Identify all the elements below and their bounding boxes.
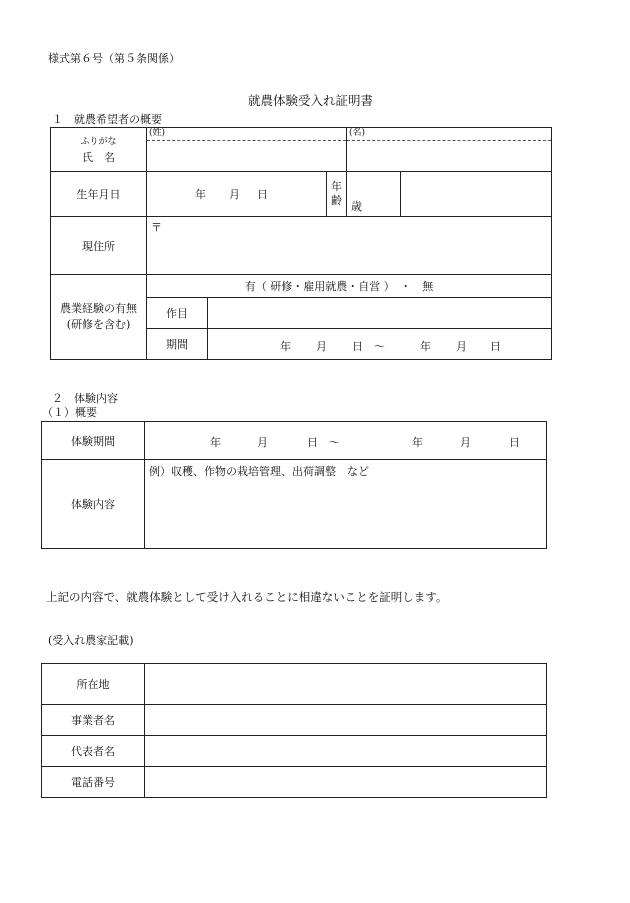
birth-label: 生年月日 [51, 172, 147, 217]
section2-sub-heading: （１）概要 [42, 406, 97, 419]
host-representative-label: 代表者名 [42, 736, 145, 767]
period-label: 期間 [147, 329, 208, 360]
period-tilde: 〜 [374, 340, 385, 353]
exp-start-month: 月 [257, 436, 268, 449]
age-field[interactable] [347, 172, 401, 217]
address-label: 現住所 [51, 217, 147, 275]
sei-furigana-line [147, 128, 346, 141]
period-end-year: 年 [420, 340, 431, 353]
exp-period-field[interactable] [145, 422, 547, 460]
exp-content-example: 例）収穫、作物の栽培管理、出荷調整 など [149, 465, 369, 478]
period-start-day: 日 [352, 340, 363, 353]
experience-sub-label: (研修を含む) [66, 318, 131, 331]
exp-start-day: 日 [307, 436, 318, 449]
crop-field[interactable] [208, 298, 552, 329]
experience-table [41, 421, 547, 549]
period-field[interactable] [208, 329, 552, 360]
mei-furigana-line [347, 128, 551, 141]
period-end-day: 日 [490, 340, 501, 353]
host-location-label: 所在地 [42, 664, 145, 705]
birth-row-blank [401, 172, 552, 217]
mei-field[interactable] [347, 128, 552, 172]
section1-heading: １ 就農希望者の概要 [52, 113, 162, 126]
host-business-label: 事業者名 [42, 705, 145, 736]
furigana-label: ふりがな [80, 137, 117, 147]
age-label-cell [327, 172, 347, 217]
host-representative-field[interactable] [145, 736, 547, 767]
host-phone-field[interactable] [145, 767, 547, 798]
exp-tilde: 〜 [329, 436, 340, 449]
age-label: 年齢 [331, 180, 342, 207]
exp-content-field[interactable] [145, 460, 547, 549]
age-unit: 歳 [351, 200, 362, 213]
experience-options-text: 有（ 研修・雇用就農・自営 ） ・ 無 [244, 280, 434, 293]
name-label: 氏 名 [82, 151, 115, 164]
exp-start-year: 年 [210, 436, 221, 449]
period-start-year: 年 [280, 340, 291, 353]
birth-day-unit: 日 [257, 188, 268, 201]
address-field[interactable] [147, 217, 552, 275]
host-heading: (受入れ農家記載) [48, 634, 134, 647]
mei-label: (名) [349, 128, 366, 138]
exp-content-label: 体験内容 [42, 460, 145, 549]
exp-end-year: 年 [412, 436, 423, 449]
sei-field[interactable] [147, 128, 347, 172]
host-location-field[interactable] [145, 664, 547, 705]
birth-year-unit: 年 [195, 188, 206, 201]
crop-label: 作目 [147, 298, 208, 329]
form-number: 様式第６号（第５条関係） [48, 52, 180, 65]
birth-date-field[interactable] [147, 172, 327, 217]
sei-label: (姓) [149, 128, 166, 138]
exp-period-label: 体験期間 [42, 422, 145, 460]
experience-label-cell [51, 275, 147, 360]
experience-label: 農業経験の有無 [60, 302, 137, 315]
page-title: 就農体験受入れ証明書 [248, 93, 374, 108]
experience-options[interactable] [147, 275, 552, 298]
applicant-table [50, 127, 552, 360]
host-phone-label: 電話番号 [42, 767, 145, 798]
host-table [41, 663, 547, 798]
exp-end-day: 日 [509, 436, 520, 449]
period-start-month: 月 [316, 340, 327, 353]
certify-text: 上記の内容で、就農体験として受け入れることに相違ないことを証明します。 [46, 590, 448, 604]
exp-end-month: 月 [460, 436, 471, 449]
name-label-cell [51, 128, 147, 172]
period-end-month: 月 [456, 340, 467, 353]
birth-month-unit: 月 [229, 188, 240, 201]
host-business-field[interactable] [145, 705, 547, 736]
postal-mark: 〒 [151, 221, 162, 234]
section2-heading: ２ 体験内容 [52, 392, 118, 405]
